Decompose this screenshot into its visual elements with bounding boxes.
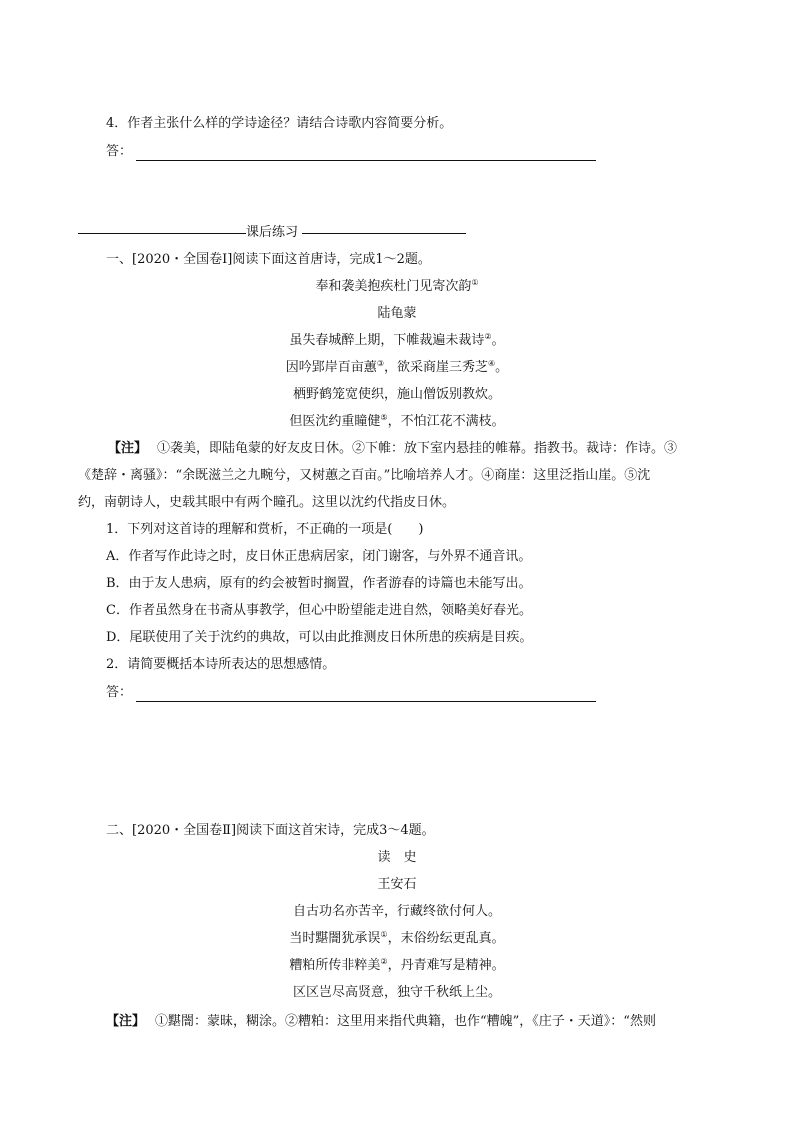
divider-right	[302, 233, 466, 234]
option-b[interactable]: B．由于友人患病，原有的约会被暂时搁置，作者游春的诗篇也未能写出。	[106, 576, 532, 591]
answer-label: 答：	[106, 144, 133, 159]
poem1-line-1: 虽失春城醉上期，下帷裁遍未裁诗②。	[289, 332, 505, 348]
poem2-line-3: 糟粕所传非粹美②，丹青难写是精神。	[289, 957, 505, 973]
answer-label: 答：	[106, 685, 133, 700]
part2-intro: 二、[2020・全国卷Ⅱ]阅读下面这首宋诗，完成3～4题。	[106, 823, 435, 838]
divider-left	[78, 233, 246, 234]
poem1-line-2: 因吟郢岸百亩蕙③，欲采商崖三秀芝④。	[285, 359, 509, 375]
poem2-title: 读 史	[377, 850, 417, 865]
option-c[interactable]: C．作者虽然身在书斋从事教学，但心中盼望能走进自然，领略美好春光。	[106, 603, 532, 618]
poem1-note-2: 《楚辞・离骚》：“余既滋兰之九畹兮，又树蕙之百亩。”比喻培养人才。④商崖：这里泛指山崖。⑤沈	[78, 468, 651, 483]
poem1-line-3: 栖野鹤笼宽使织，施山僧饭别教炊。	[292, 387, 501, 402]
answer-line-q4[interactable]	[106, 143, 596, 161]
option-a[interactable]: A．作者写作此诗之时，皮日休正患病居家，闭门谢客，与外界不通音讯。	[106, 549, 532, 564]
section-title: 课后练习	[246, 225, 299, 240]
poem1-note-1: 【注】 ①袭美，即陆龟蒙的好友皮日休。②下帷：放下室内悬挂的帷幕。指教书。裁诗：作诗。③	[108, 441, 678, 456]
poem2-line-2: 当时黮闇犹承误①，末俗纷纭更乱真。	[289, 930, 505, 946]
part1-intro: 一、[2020・全国卷Ⅰ]阅读下面这首唐诗，完成1～2题。	[106, 252, 431, 267]
question-2: 2．请简要概括本诗所表达的思想感情。	[106, 657, 336, 672]
poem2-line-1: 自古功名亦苦辛，行藏终欲付何人。	[292, 904, 501, 919]
answer-blank[interactable]	[136, 687, 596, 702]
poem1-line-4: 但医沈约重瞳健⑤，不怕江花不满枝。	[289, 413, 505, 429]
poem2-note: 【注】 ①黮闇：蒙昧，糊涂。②糟粕：这里用来指代典籍，也作“糟魄”，《庄子・天道》：“然则	[106, 1014, 656, 1029]
poem2-line-4: 区区岂尽高贤意，独守千秋纸上尘。	[292, 985, 501, 1000]
answer-blank[interactable]	[136, 146, 596, 161]
poem1-title: 奉和袭美抱疾杜门见寄次韵①	[315, 278, 479, 294]
option-d[interactable]: D．尾联使用了关于沈约的典故，可以由此推测皮日休所患的疾病是目疾。	[106, 630, 533, 645]
poem1-note-3: 约，南朝诗人，史载其眼中有两个瞳孔。这里以沈约代指皮日休。	[78, 495, 456, 510]
poem2-author: 王安石	[377, 877, 417, 892]
answer-line-q2[interactable]	[106, 684, 596, 702]
question-1: 1．下列对这首诗的理解和赏析，不正确的一项是( )	[106, 522, 424, 537]
poem1-author: 陆龟蒙	[377, 306, 417, 321]
question-4: 4．作者主张什么样的学诗途径？请结合诗歌内容简要分析。	[106, 116, 453, 131]
